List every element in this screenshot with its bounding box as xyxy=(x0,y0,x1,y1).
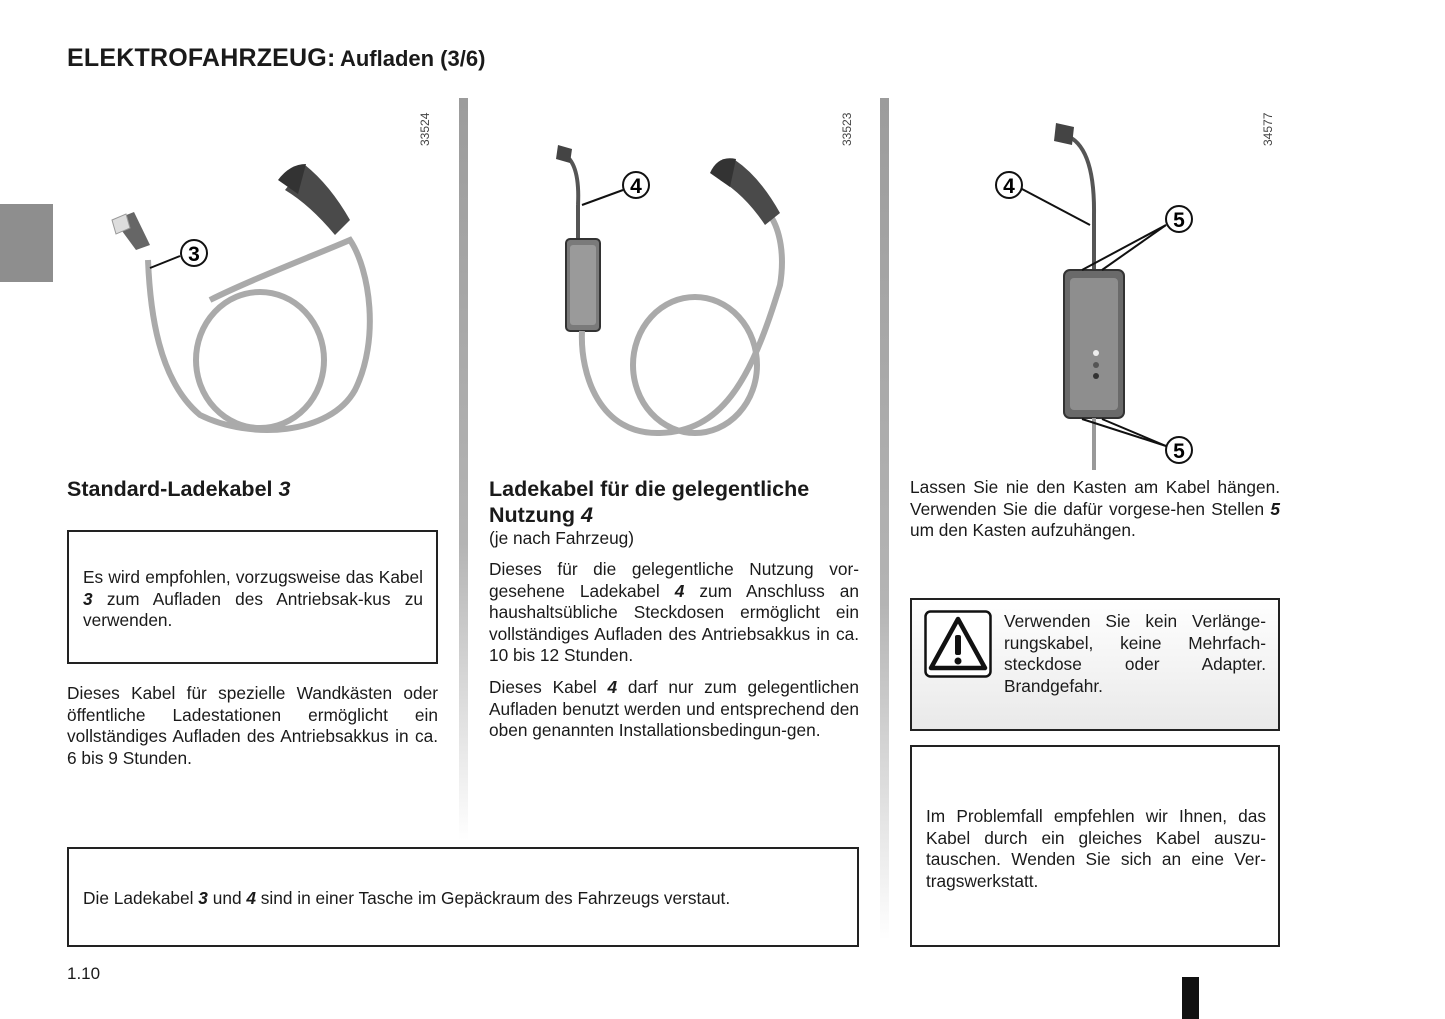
svg-text:5: 5 xyxy=(1173,209,1185,232)
recommendation-text: Es wird empfohlen, vorzugsweise das Kabel 3 zum Aufladen des Antriebsak-kus zu verwenden. xyxy=(83,567,423,630)
callout-4 xyxy=(582,172,649,205)
storage-note-box xyxy=(67,847,859,947)
figure-standard-cable xyxy=(100,150,380,440)
control-box-illustration xyxy=(1054,123,1124,470)
figure-number-3: 34577 xyxy=(1261,112,1275,146)
box-hanging-instruction: Lassen Sie nie den Kasten am Kabel hängen. Verwenden Sie die dafür vorgese-hen Stellen 5 um den Kasten aufzuhängen. xyxy=(910,477,1280,540)
warning-triangle-icon xyxy=(924,610,992,678)
svg-text:5: 5 xyxy=(1173,440,1185,463)
figure-occasional-cable xyxy=(540,135,820,445)
cable-4-illustration xyxy=(556,145,782,433)
problem-text: Im Problemfall empfehlen wir Ihnen, das Kabel durch ein gleiches Kabel auszu-tauschen. Wenden Sie sich an eine Ver-tragswerkstatt. xyxy=(926,806,1266,891)
heading-occasional-cable: Ladekabel für die gelegentliche Nutzung 4 xyxy=(489,477,810,527)
figure-number-1: 33524 xyxy=(418,112,432,146)
occasional-cable-description: Dieses für die gelegentliche Nutzung vor-gesehene Ladekabel 4 zum Anschluss an haushaltsübliche Steckdosen ermöglicht ein vollständiges Aufladen des Antriebsakkus in ca. 10 bis 12 Stunden. xyxy=(489,559,859,665)
column-divider-1 xyxy=(459,98,468,840)
title-sub: Aufladen (3/6) xyxy=(339,46,486,71)
figure-number-2: 33523 xyxy=(840,112,854,146)
title-main: ELEKTROFAHRZEUG: xyxy=(67,44,336,72)
svg-text:4: 4 xyxy=(630,175,642,198)
warning-box xyxy=(910,598,1280,731)
warning-text: Verwenden Sie kein Verlänge-rungskabel, keine Mehrfach-steckdose oder Adapter. Brandgefahr. xyxy=(1004,611,1266,696)
problem-box xyxy=(910,745,1280,947)
recommendation-box xyxy=(67,530,438,664)
svg-text:4: 4 xyxy=(1003,175,1015,198)
page-title xyxy=(67,44,485,73)
figure-box-mounting xyxy=(990,115,1210,475)
page-number: 1.10 xyxy=(67,964,101,983)
vehicle-dependent-note: (je nach Fahrzeug) xyxy=(489,528,635,548)
callout-3 xyxy=(150,240,207,268)
section-tab xyxy=(0,204,53,282)
cable-3-illustration xyxy=(112,164,370,430)
occasional-cable-restriction: Dieses Kabel 4 darf nur zum gelegentlichen Aufladen benutzt werden und entsprechend den oben genannten Installationsbedingun-gen. xyxy=(489,677,859,740)
column-divider-2 xyxy=(880,98,889,940)
page-marker xyxy=(1182,977,1199,1019)
heading-standard-cable: Standard-Ladekabel 3 xyxy=(67,477,291,501)
standard-cable-description: Dieses Kabel für spezielle Wandkästen oder öffentliche Ladestationen ermöglicht ein vollständiges Aufladen des Antriebsakkus in ca. 6 bis 9 Stunden. xyxy=(67,683,438,768)
storage-note-text: Die Ladekabel 3 und 4 sind in einer Tasche im Gepäckraum des Fahrzeugs verstaut. xyxy=(83,888,731,908)
svg-text:3: 3 xyxy=(188,243,200,266)
